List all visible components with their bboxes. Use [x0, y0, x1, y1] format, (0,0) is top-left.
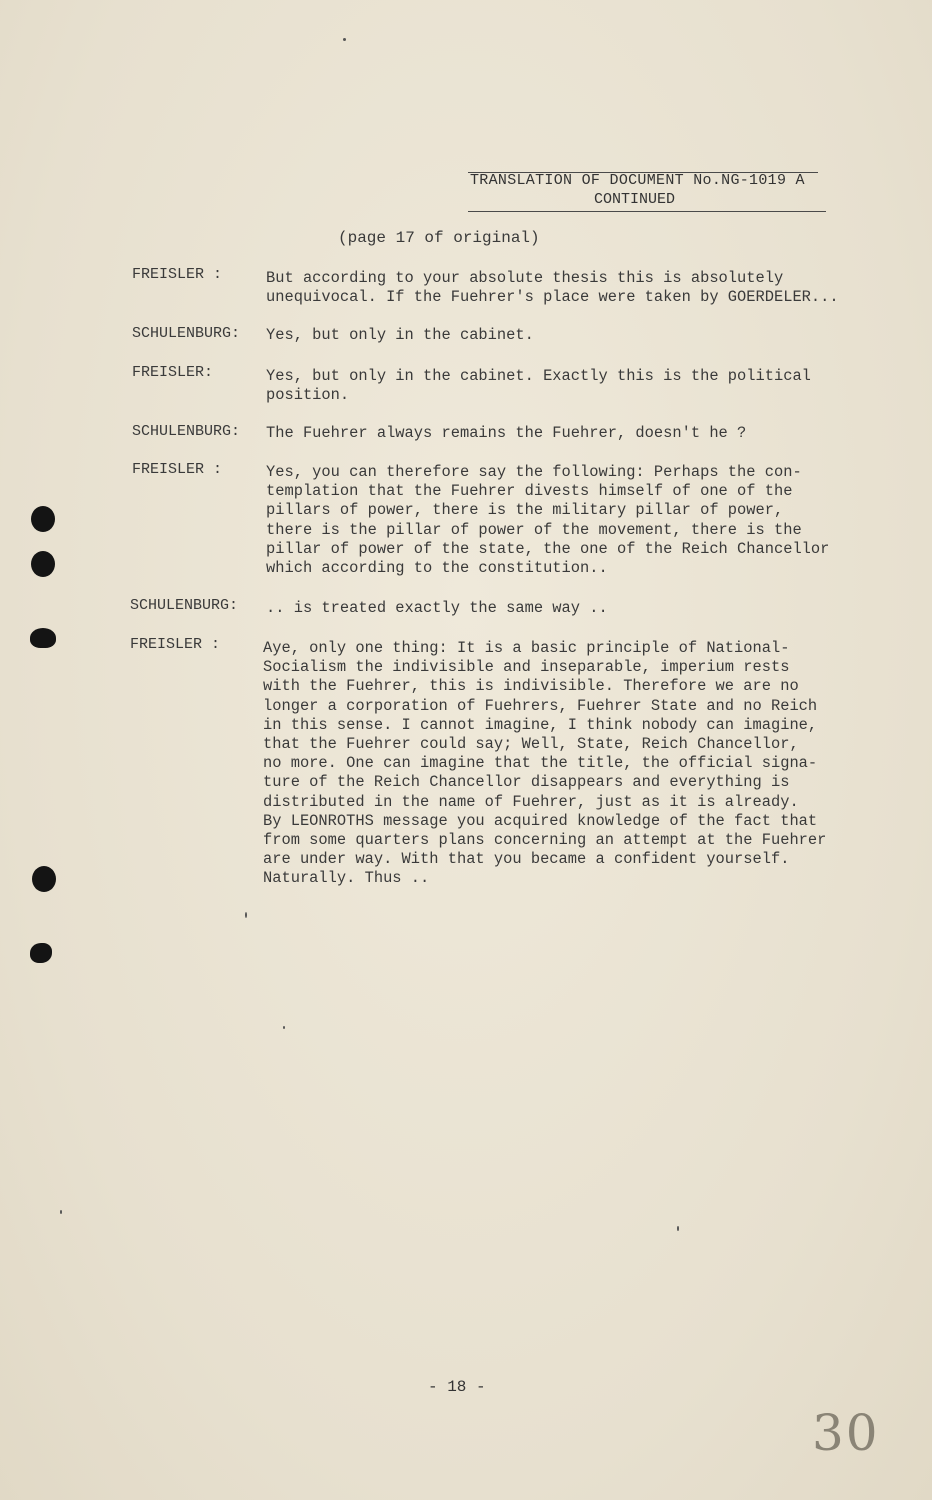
paper-speck [283, 1026, 285, 1029]
handwritten-page-mark: 30 [812, 1404, 880, 1462]
paper-speck [343, 38, 346, 41]
punch-hole [31, 551, 55, 577]
speech-text: Yes, but only in the cabinet. [266, 326, 534, 344]
punch-hole [32, 866, 56, 892]
document-title: TRANSLATION OF DOCUMENT No.NG-1019 A [470, 172, 805, 189]
speaker-label: FREISLER: [132, 364, 214, 381]
paper-speck [245, 912, 247, 918]
punch-hole [30, 943, 52, 963]
speech-text: Yes, you can therefore say the following: Perhaps the con- templation that the Fuehrer divests himself of one of the pillars of power, there is the military pillar of power, there is the pillar of power of the movement, there is the pillar of power of the state, the one of the Reich Chancellor which according to the constitution.. [266, 463, 830, 578]
speaker-label: SCHULENBURG: [132, 423, 241, 440]
speaker-label: SCHULENBURG: [132, 325, 241, 342]
page-reference: (page 17 of original) [338, 229, 540, 247]
document-subtitle: CONTINUED [594, 191, 676, 208]
speech-text: But according to your absolute thesis this is absolutely unequivocal. If the Fuehrer's place were taken by GOERDELER... [266, 269, 839, 307]
speaker-label: FREISLER : [130, 636, 221, 653]
speaker-label: FREISLER : [132, 461, 223, 478]
speech-text: Aye, only one thing: It is a basic principle of National- Socialism the indivisible and inseparable, imperium rests with the Fuehrer, this is indivisible. Therefore we are no longer a corporation of Fuehrers, Fuehrer State and no Reich in this sense. I cannot imagine, I think nobody can imagine, that the Fuehrer could say; Well, State, Reich Chancellor, no more. One can imagine that the title, the official signa- ture of the Reich Chancellor disappears and everything is distributed in the name of Fuehrer, just as it is already. By LEONROTHS message you acquired knowledge of the fact that from some quarters plans concerning an attempt at the Fuehrer are under way. With that you became a confident yourself. Naturally. Thus .. [263, 639, 827, 888]
page-number: - 18 - [428, 1378, 486, 1396]
punch-hole [31, 506, 55, 532]
paper-speck [677, 1226, 679, 1231]
paper-speck [60, 1210, 62, 1214]
punch-hole [30, 628, 56, 648]
speech-text: .. is treated exactly the same way .. [266, 599, 608, 617]
speech-text: The Fuehrer always remains the Fuehrer, doesn't he ? [266, 424, 747, 442]
speaker-label: SCHULENBURG: [130, 597, 239, 614]
speech-text: Yes, but only in the cabinet. Exactly this is the political position. [266, 367, 811, 405]
speaker-label: FREISLER : [132, 266, 223, 283]
header-rule-bottom [468, 211, 826, 212]
